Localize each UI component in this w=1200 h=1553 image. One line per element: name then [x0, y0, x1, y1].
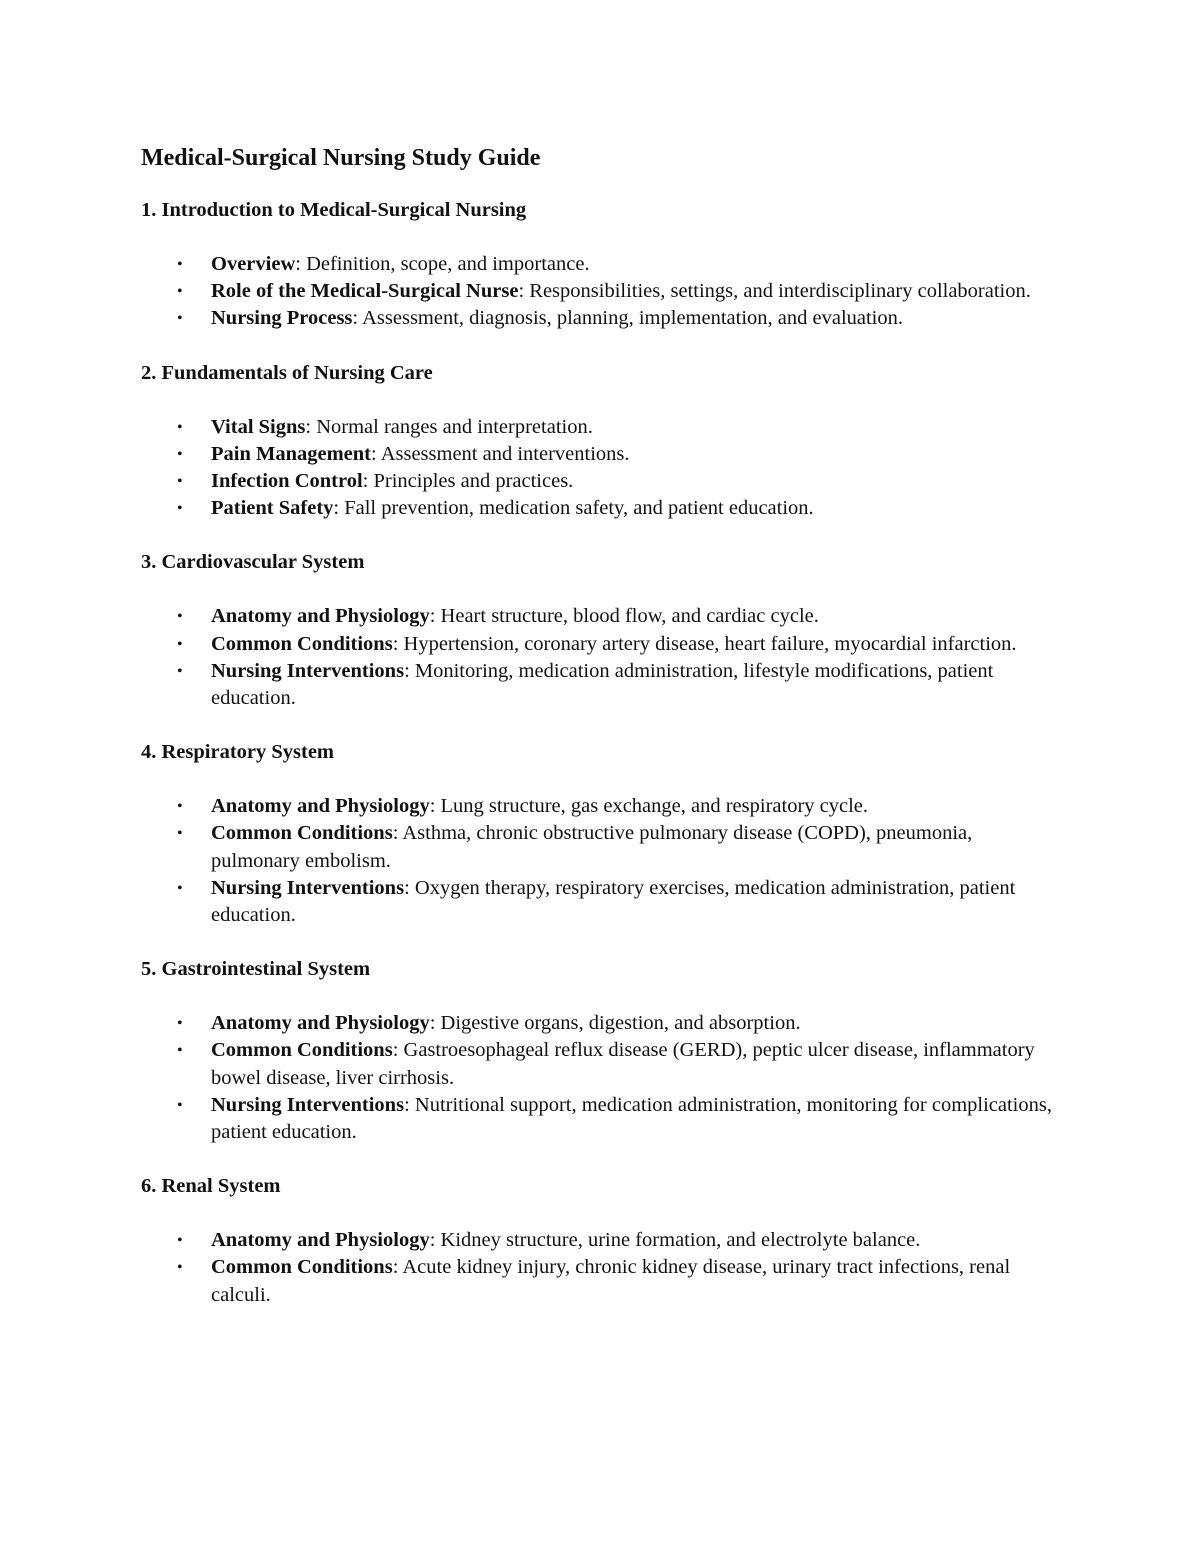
bullet-list [141, 1227, 1061, 1309]
bullet-icon: • [177, 1259, 183, 1277]
item-description: : Asthma, chronic obstructive pulmonary disease (COPD), pneumonia, pulmonary embolism. [211, 822, 973, 872]
bullet-icon: • [177, 1042, 183, 1060]
item-term: Patient Safety [211, 497, 334, 520]
list-item [141, 793, 1061, 820]
bullet-icon: • [177, 1232, 183, 1250]
bullet-list [141, 414, 1061, 523]
bullet-list [141, 603, 1061, 712]
section-heading: 4. Respiratory System [141, 741, 335, 764]
bullet-icon: • [177, 310, 183, 328]
item-term: Common Conditions [211, 632, 393, 655]
list-item [141, 820, 1061, 874]
bullet-icon: • [177, 1015, 183, 1033]
bullet-icon: • [177, 662, 183, 680]
section-heading: 6. Renal System [141, 1175, 281, 1198]
section-6 [141, 1173, 1061, 1309]
item-term: Common Conditions [211, 822, 393, 845]
item-description: : Kidney structure, urine formation, and electrolyte balance. [429, 1229, 921, 1252]
list-item [141, 1010, 1061, 1037]
bullet-icon: • [177, 283, 183, 301]
item-description: : Responsibilities, settings, and interdisciplinary collaboration. [518, 280, 1031, 303]
item-term: Nursing Interventions [211, 659, 405, 682]
list-item [141, 1092, 1061, 1146]
item-description: : Nutritional support, medication administration, monitoring for complications, patient education. [211, 1093, 1052, 1144]
list-item [141, 495, 1061, 522]
item-description: : Fall prevention, medication safety, and patient education. [333, 497, 814, 520]
item-term: Anatomy and Physiology [211, 795, 430, 818]
list-item [141, 414, 1061, 441]
item-term: Vital Signs [211, 415, 306, 438]
bullet-list [141, 251, 1061, 333]
list-item [141, 1227, 1061, 1254]
item-term: Overview [211, 253, 296, 275]
section-4 [141, 739, 1061, 929]
section-heading: 3. Cardiovascular System [141, 551, 365, 574]
document-content [141, 142, 1061, 1309]
list-item [141, 1037, 1061, 1091]
item-description: : Lung structure, gas exchange, and respiratory cycle. [429, 795, 869, 818]
item-description: : Assessment and interventions. [371, 442, 630, 465]
sections-container [141, 197, 1061, 1309]
list-item [141, 441, 1061, 468]
list-item [141, 1254, 1061, 1308]
item-term: Anatomy and Physiology [211, 1012, 430, 1035]
bullet-icon: • [177, 418, 183, 436]
item-description: : Digestive organs, digestion, and absorption. [429, 1012, 801, 1035]
item-term: Pain Management [211, 442, 371, 465]
section-5 [141, 956, 1061, 1146]
bullet-icon: • [177, 798, 183, 816]
item-description: : Gastroesophageal reflux disease (GERD), peptic ulcer disease, inflammatory bowel disease, liver cirrhosis. [211, 1039, 1035, 1089]
item-description: : Oxygen therapy, respiratory exercises, medication administration, patient education. [211, 876, 1016, 927]
item-term: Nursing Interventions [211, 1093, 405, 1116]
list-item [141, 875, 1061, 929]
list-item [141, 631, 1061, 658]
list-item [141, 468, 1061, 495]
bullet-icon: • [177, 879, 183, 897]
list-item [141, 658, 1061, 712]
item-description: : Acute kidney injury, chronic kidney disease, urinary tract infections, renal calculi. [211, 1256, 1011, 1306]
section-heading: 1. Introduction to Medical-Surgical Nursing [141, 199, 527, 221]
item-description: : Monitoring, medication administration, lifestyle modifications, patient education. [211, 659, 994, 710]
item-term: Anatomy and Physiology [211, 1229, 430, 1252]
section-1 [141, 197, 1061, 333]
item-description: : Normal ranges and interpretation. [305, 415, 593, 438]
item-term: Nursing Interventions [211, 876, 405, 899]
section-heading: 2. Fundamentals of Nursing Care [141, 361, 433, 384]
item-term: Common Conditions [211, 1256, 393, 1279]
bullet-icon: • [177, 500, 183, 518]
section-2 [141, 360, 1061, 523]
bullet-icon: • [177, 825, 183, 843]
section-heading: 5. Gastrointestinal System [141, 958, 371, 981]
bullet-icon: • [177, 608, 183, 626]
bullet-list [141, 1010, 1061, 1146]
section-3 [141, 549, 1061, 712]
bullet-list [141, 793, 1061, 929]
bullet-icon: • [177, 473, 183, 491]
item-description: : Principles and practices. [362, 470, 574, 493]
item-term: Anatomy and Physiology [211, 605, 430, 628]
list-item [141, 251, 1061, 278]
list-item [141, 305, 1061, 332]
item-description: : Definition, scope, and importance. [295, 253, 590, 275]
item-description: : Hypertension, coronary artery disease, heart failure, myocardial infarction. [392, 632, 1017, 655]
item-term: Nursing Process [211, 307, 353, 330]
document-title: Medical-Surgical Nursing Study Guide [141, 145, 541, 171]
item-description: : Assessment, diagnosis, planning, implementation, and evaluation. [352, 307, 903, 330]
item-term: Role of the Medical-Surgical Nurse [211, 280, 519, 303]
bullet-icon: • [177, 1096, 183, 1114]
list-item [141, 603, 1061, 630]
bullet-icon: • [177, 635, 183, 653]
item-term: Infection Control [211, 470, 363, 493]
item-description: : Heart structure, blood flow, and cardiac cycle. [429, 605, 819, 628]
item-term: Common Conditions [211, 1039, 393, 1062]
bullet-icon: • [177, 256, 183, 273]
bullet-icon: • [177, 445, 183, 463]
list-item [141, 278, 1061, 305]
